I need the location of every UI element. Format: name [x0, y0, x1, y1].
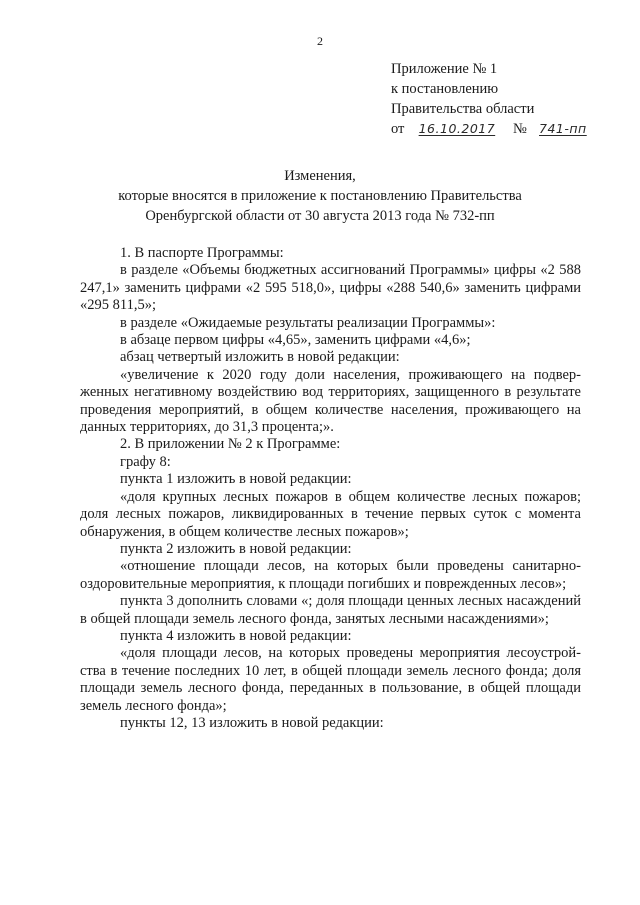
paragraph: пункта 2 изложить в новой редакции: [120, 540, 352, 557]
appendix-date-line [391, 119, 599, 139]
appendix-resolution: к постановлению [391, 81, 499, 97]
paragraph: абзац четвертый изложить в новой редакции: [120, 349, 400, 366]
number-prefix: № [513, 121, 527, 137]
paragraph: пункта 3 дополнить словами «; доля площади ценных лесных насаждений в общей площади земель лесного фонда, занятых лесными насаждениями»; [80, 593, 581, 627]
paragraph: «доля крупных лесных пожаров в общем количестве лесных пожаров; доля лесных пожаров, ликвидированных в течение первых суток с момента обнаружения, в общем количестве лесных пожаров»; [80, 488, 581, 540]
title-subtitle-2: Оренбургской области от 30 августа 2013 года № 732-пп [145, 208, 495, 224]
handwritten-number: 741-пп [539, 121, 587, 136]
appendix-title: Приложение № 1 [391, 61, 498, 77]
paragraph: 1. В паспорте Программы: [120, 245, 284, 261]
title-subtitle-1: которые вносятся в приложение к постановлению Правительства [118, 188, 522, 204]
document-body [80, 245, 581, 732]
page-number: 2 [317, 34, 323, 48]
paragraph: 2. В приложении № 2 к Программе: [120, 436, 341, 453]
paragraph: в разделе «Ожидаемые результаты реализации Программы»: [120, 314, 496, 331]
paragraph: в разделе «Объемы бюджетных ассигнований Программы» цифры «2 588 247,1» заменить цифрами «2 595 518,0», цифры «288 540,6» заменить цифрами «295 811,5»; [80, 262, 581, 314]
date-prefix: от [391, 121, 405, 137]
paragraph: пункты 12, 13 изложить в новой редакции: [120, 714, 384, 731]
paragraph: пункта 4 изложить в новой редакции: [120, 627, 352, 644]
paragraph: «отношение площади лесов, на которых были проведены санитарно-оздоровительные мероприятия, к площади погибших и поврежденных лесов»; [80, 558, 581, 592]
document-title [0, 166, 640, 226]
paragraph: в абзаце первом цифры «4,65», заменить цифрами «4,6»; [120, 332, 471, 349]
paragraph: пункта 1 изложить в новой редакции: [120, 471, 352, 488]
paragraph: «доля площади лесов, на которых проведены мероприятия лесоустройства в течение последних 10 лет, в общей площади земель лесного фонда; доля площади земель лесного фонда, переданных в пользование, в общей площади земель лесного фонда»; [80, 645, 581, 714]
handwritten-date: 16.10.2017 [418, 121, 496, 136]
appendix-block [391, 59, 599, 139]
title-heading: Изменения, [284, 168, 356, 184]
paragraph: «увеличение к 2020 году доли населения, проживающего на подверженных негативному воздействию вод территориях, защищенного в результате проведения мероприятий, в общем количестве населения, проживающего на данных территориях, до 31,3 процента;». [80, 366, 581, 436]
appendix-government: Правительства области [391, 101, 535, 117]
paragraph: графу 8: [120, 453, 171, 470]
